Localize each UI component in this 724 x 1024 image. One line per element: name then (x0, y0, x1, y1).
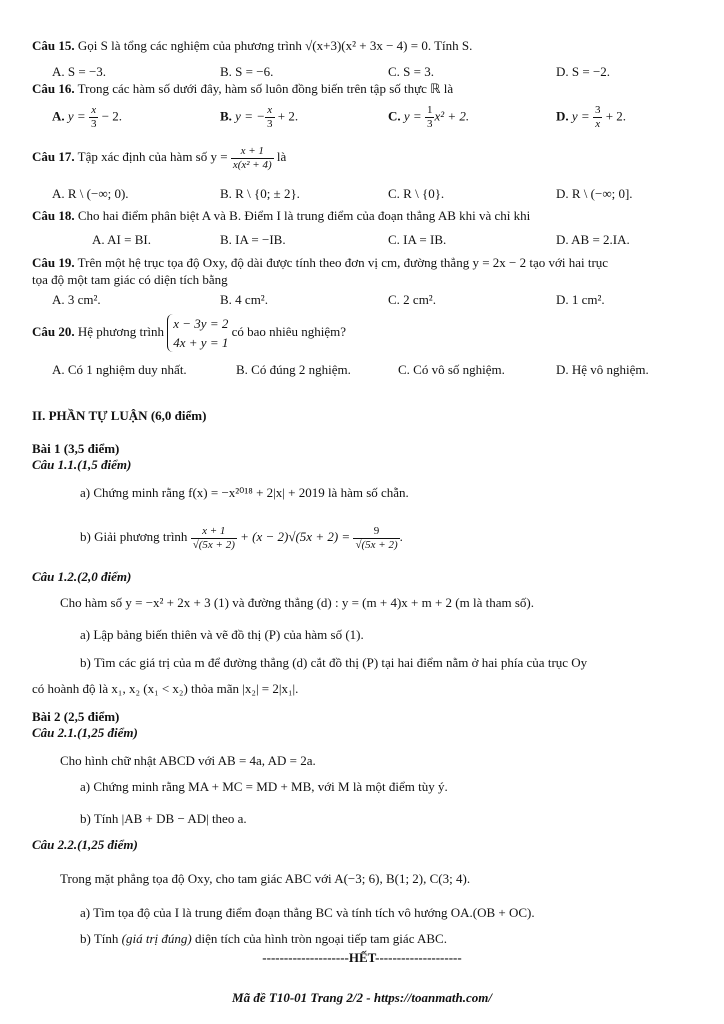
option-d: D. y = $\frac{3}{x}$ + 2. (556, 104, 627, 130)
question-text: Tập xác định của hàm số y = (77, 149, 231, 164)
question-label: Câu 18. (32, 208, 75, 223)
question-text: Hệ phương trình (77, 324, 165, 339)
question-text: Gọi S là tổng các nghiệm của phương trình √(x+3)(x² + 3x − 4) = 0. Tính S. (77, 38, 473, 53)
option-a: A. 3 cm². (52, 292, 101, 307)
option-d: D. Hệ vô nghiệm. (556, 362, 649, 377)
option-d: D. 1 cm². (556, 292, 605, 307)
question-text: Trên một hệ trục tọa độ Oxy, độ dài được tính theo đơn vị cm, đường thẳng y = 2x − 2 tạo với hai trục (77, 255, 609, 270)
question-17-options (52, 186, 694, 204)
question-text: Trong các hàm số dưới đây, hàm số luôn đồng biến trên tập số thực ℝ là (77, 81, 454, 96)
equation-system: x − 3y = 2 4x + y = 1 (167, 314, 228, 352)
option-b: B. Có đúng 2 nghiệm. (236, 362, 351, 377)
option-d: D. S = −2. (556, 64, 611, 79)
option-b: B. R \ {0; ± 2}. (220, 186, 300, 201)
option-c: C. y = $\frac{1}{3}$ x² + 2. (388, 104, 470, 130)
option-a: A. R \ (−∞; 0). (52, 186, 129, 201)
option-c: C. R \ {0}. (388, 186, 445, 201)
option-d: D. AB = 2.IA. (556, 232, 630, 247)
cau-2-2-text: Trong mặt phẳng tọa độ Oxy, cho tam giác ABC với A(−3; 6), B(1; 2), C(3; 4). (60, 871, 471, 886)
option-b: B. IA = −IB. (220, 232, 286, 247)
cau-1-2-b: b) Tìm các giá trị của m để đường thẳng (d) cắt đồ thị (P) tại hai điểm nằm ở hai phía của trục Oy (80, 655, 588, 670)
section-heading: II. PHẦN TỰ LUẬN (6,0 điểm) (32, 408, 207, 423)
cau-1-1-a: a) Chứng minh rằng f(x) = −x²⁰¹⁸ + 2|x| + 2019 là hàm số chẵn. (80, 485, 409, 500)
cau-2-2-heading: Câu 2.2.(1,25 điểm) (32, 837, 138, 852)
question-label: Câu 17. (32, 149, 75, 164)
question-19 (32, 254, 694, 271)
question-16-options (52, 104, 694, 130)
question-label: Câu 15. (32, 38, 75, 53)
option-b: B. y = − $\frac{x}{3}$ + 2. (220, 104, 299, 130)
question-label: Câu 16. (32, 81, 75, 96)
question-16 (32, 80, 694, 97)
option-c: C. 2 cm². (388, 292, 436, 307)
cau-1-2-text: Cho hàm số y = −x² + 2x + 3 (1) và đường thẳng (d) : y = (m + 4)x + m + 2 (m là tham số). (60, 595, 534, 610)
cau-2-2-a: a) Tìm tọa độ của I là trung điểm đoạn thẳng BC và tính tích vô hướng OA.(OB + OC). (80, 905, 535, 920)
question-19-line2: tọa độ một tam giác có diện tích bằng (32, 272, 228, 287)
question-18-options (92, 232, 694, 250)
bai-2-heading: Bài 2 (2,5 điểm) (32, 709, 120, 724)
page-footer: Mã đề T10-01 Trang 2/2 - https://toanmath.com/ (232, 990, 492, 1005)
cau-1-2-a: a) Lập bảng biến thiên và vẽ đồ thị (P) của hàm số (1). (80, 627, 364, 642)
cau-2-2-b: b) Tính (giá trị đúng) diện tích của hình tròn ngoại tiếp tam giác ABC. (80, 931, 447, 946)
cau-2-1-a: a) Chứng minh rằng MA + MC = MD + MB, với M là một điểm tùy ý. (80, 779, 448, 794)
question-17: Câu 17. Tập xác định của hàm số y = $\frac{x + 1}{\text{x(x² + 4)}}$ là (32, 144, 287, 171)
cau-2-1-b: b) Tính |AB + DB − AD| theo a. (80, 811, 247, 826)
option-a: A. y = $\frac{x}{3}$ − 2. (52, 104, 123, 130)
option-c: C. Có vô số nghiệm. (398, 362, 505, 377)
end-marker: --------------------HẾT-------------------- (262, 950, 462, 965)
question-20: Câu 20. Hệ phương trình x − 3y = 2 4x + y = 1 có bao nhiêu nghiệm? (32, 316, 347, 351)
question-label: Câu 19. (32, 255, 75, 270)
question-18 (32, 207, 694, 224)
option-d: D. R \ (−∞; 0]. (556, 186, 633, 201)
question-15 (32, 37, 694, 54)
question-19-options (52, 292, 694, 310)
question-text: Cho hai điểm phân biệt A và B. Điểm I là trung điểm của đoạn thẳng AB khi và chỉ khi (77, 208, 531, 223)
question-label: Câu 20. (32, 324, 75, 339)
option-b: B. 4 cm². (220, 292, 268, 307)
option-c: C. S = 3. (388, 64, 434, 79)
cau-1-1-b: b) Giải phương trình $\frac{x + 1}{√(5x + 2)}$ + (x − 2)√(5x + 2) = $\frac{9}{√(5x + 2)}$ . (80, 524, 403, 551)
option-a: A. S = −3. (52, 64, 107, 79)
option-b: B. S = −6. (220, 64, 274, 79)
option-a: A. Có 1 nghiệm duy nhất. (52, 362, 187, 377)
cau-2-1-heading: Câu 2.1.(1,25 điểm) (32, 725, 138, 740)
option-a: A. AI = BI. (92, 232, 151, 247)
fraction: $\frac{x + 1}{\text{x(x² + 4)}}$ (232, 144, 272, 171)
bai-1-heading: Bài 1 (3,5 điểm) (32, 441, 120, 456)
cau-1-2-heading: Câu 1.2.(2,0 điểm) (32, 569, 132, 584)
cau-1-1-heading: Câu 1.1.(1,5 điểm) (32, 457, 132, 472)
cau-2-1-text: Cho hình chữ nhật ABCD với AB = 4a, AD = 2a. (60, 753, 316, 768)
option-c: C. IA = IB. (388, 232, 447, 247)
cau-1-2-b-line2: có hoành độ là x₁, x₂ (x₁ < x₂) thỏa mãn |x₂| = 2|x₁|. (32, 681, 299, 696)
question-20-options (52, 362, 694, 380)
